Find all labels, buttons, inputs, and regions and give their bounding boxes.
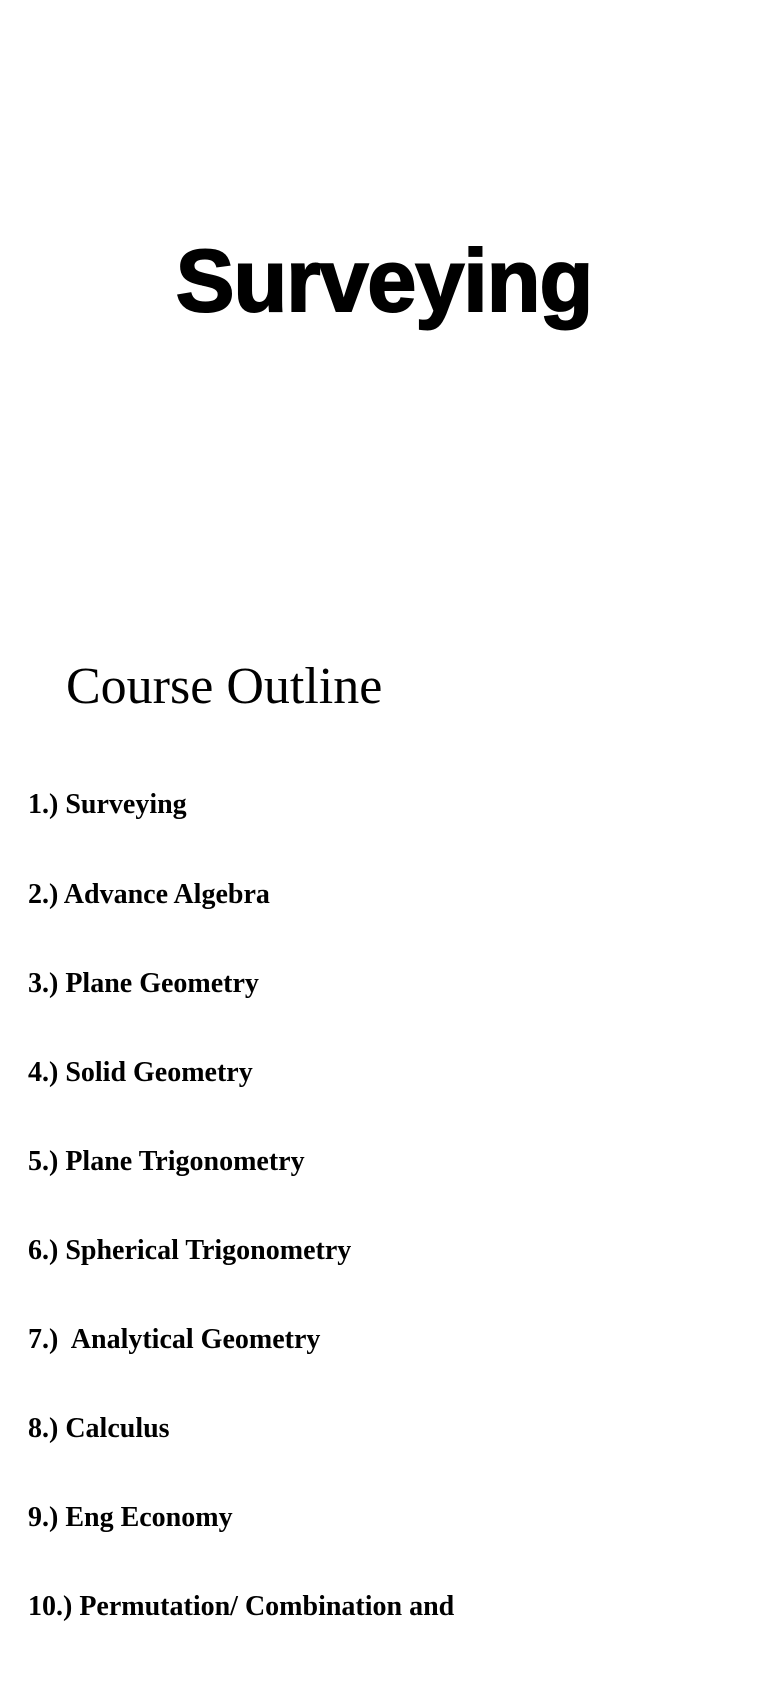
list-item: 10.) Permutation/ Combination and xyxy=(28,1591,455,1623)
list-item: 8.) Calculus xyxy=(28,1413,170,1445)
course-outline-list xyxy=(28,731,454,1682)
list-item: 9.) Eng Economy xyxy=(28,1502,233,1534)
course-outline-heading: Course Outline xyxy=(66,658,383,715)
list-item: 2.) Advance Algebra xyxy=(28,878,270,910)
slide-title: Surveying xyxy=(175,231,593,330)
list-item: 3.) Plane Geometry xyxy=(28,967,259,999)
list-item: 1.) Surveying xyxy=(28,789,187,821)
list-item: 5.) Plane Trigonometry xyxy=(28,1145,305,1177)
list-item: 4.) Solid Geometry xyxy=(28,1056,253,1088)
list-item: 7.) Analytical Geometry xyxy=(28,1324,321,1356)
list-item: 6.) Spherical Trigonometry xyxy=(28,1234,352,1266)
